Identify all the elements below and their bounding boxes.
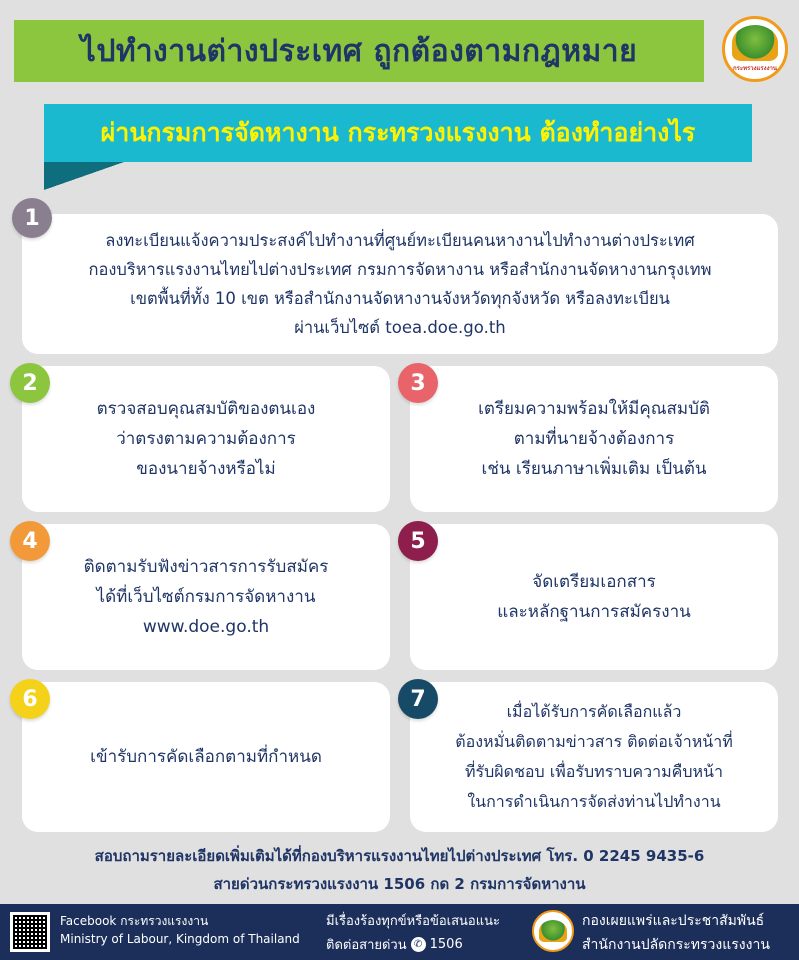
step-card-2 (22, 366, 390, 512)
subtitle-ribbon-tail (44, 162, 124, 190)
title-banner (14, 20, 704, 82)
contact-line-2: สายด่วนกระทรวงแรงงาน 1506 กด 2 กรมการจัดหางาน (213, 875, 586, 893)
step-badge-3 (398, 363, 438, 403)
step-2-line: ว่าตรงตามความต้องการ (116, 429, 296, 449)
step-6-line: เข้ารับการคัดเลือกตามที่กำหนด (90, 747, 322, 767)
step-badge-2 (10, 363, 50, 403)
step-5-line: และหลักฐานการสมัครงาน (497, 602, 691, 622)
step-number: 2 (22, 370, 38, 396)
step-7-line: ที่รับผิดชอบ เพื่อรับทราบความคืบหน้า (465, 762, 723, 781)
qr-code-icon[interactable] (10, 912, 50, 952)
department-name: กองเผยแพร่และประชาสัมพันธ์ (582, 913, 765, 929)
step-7-line: ต้องหมั่นติดตามข่าวสาร ติดต่อเจ้าหน้าที่ (455, 732, 733, 751)
step-number: 4 (22, 528, 38, 554)
step-3-line: ตามที่นายจ้างต้องการ (513, 429, 675, 449)
step-2-line: ของนายจ้างหรือไม่ (136, 459, 276, 479)
step-badge-7 (398, 679, 438, 719)
step-number: 6 (22, 686, 38, 712)
step-card-5 (410, 524, 778, 670)
step-3-text (478, 394, 710, 484)
step-3-line: เช่น เรียนภาษาเพิ่มเติม เป็นต้น (481, 459, 707, 479)
ministry-logo-icon (532, 910, 574, 952)
step-card-3 (410, 366, 778, 512)
facebook-page-name[interactable]: Facebook กระทรวงแรงงาน (60, 914, 209, 928)
ministry-emblem-small-icon (539, 920, 567, 942)
contact-line-1: สอบถามรายละเอียดเพิ่มเติมได้ที่กองบริหารแรงงานไทยไปต่างประเทศ โทร. 0 2245 9435-6 (94, 847, 705, 865)
step-number: 5 (410, 528, 426, 554)
page-title: ไปทำงานต่างประเทศ ถูกต้องตามกฎหมาย (80, 33, 638, 69)
step-1-line: เขตพื้นที่ทั้ง 10 เขต หรือสำนักงานจัดหางานจังหวัดทุกจังหวัด หรือลงทะเบียน (130, 289, 670, 308)
logo-caption: กระทรวงแรงงาน (733, 65, 777, 72)
phone-icon: ✆ (411, 937, 426, 952)
step-6-text (90, 742, 322, 772)
step-number: 3 (410, 370, 426, 396)
hotline-label: ติดต่อสายด่วน (326, 938, 407, 953)
ministry-name-english: Ministry of Labour, Kingdom of Thailand (60, 932, 300, 946)
step-4-text (84, 552, 329, 642)
subtitle-banner (44, 104, 752, 162)
office-name: สำนักงานปลัดกระทรวงแรงงาน (582, 937, 770, 953)
step-4-line: ได้ที่เว็บไซต์กรมการจัดหางาน (96, 587, 316, 607)
hotline-contact[interactable] (326, 934, 463, 955)
step-card-1 (22, 214, 778, 354)
step-card-7 (410, 682, 778, 832)
step-1-line: ผ่านเว็บไซต์ toea.doe.go.th (294, 318, 506, 337)
footer-bar (0, 904, 799, 960)
step-4-line: www.doe.go.th (142, 617, 270, 637)
step-7-line: เมื่อได้รับการคัดเลือกแล้ว (506, 702, 682, 721)
step-1-text (88, 226, 711, 342)
step-4-line: ติดตามรับฟังข่าวสารการรับสมัคร (83, 557, 329, 577)
step-5-line: จัดเตรียมเอกสาร (532, 572, 656, 592)
complaint-text: มีเรื่องร้องทุกข์หรือข้อเสนอแนะ (326, 914, 500, 929)
step-2-line: ตรวจสอบคุณสมบัติของตนเอง (96, 399, 316, 419)
page-subtitle: ผ่านกรมการจัดหางาน กระทรวงแรงงาน ต้องทำอย่างไร (100, 118, 696, 147)
ministry-emblem-icon (732, 25, 778, 61)
step-badge-1 (12, 198, 52, 238)
step-3-line: เตรียมความพร้อมให้มีคุณสมบัติ (478, 399, 710, 419)
step-7-text (455, 697, 733, 817)
step-badge-5 (398, 521, 438, 561)
step-5-text (497, 567, 691, 627)
contact-info (0, 842, 799, 898)
step-card-6 (22, 682, 390, 832)
step-7-line: ในการดำเนินการจัดส่งท่านไปทำงาน (467, 792, 721, 811)
step-number: 7 (410, 686, 426, 712)
step-2-text (97, 394, 316, 484)
hotline-number: 1506 (429, 937, 463, 952)
step-badge-6 (10, 679, 50, 719)
ministry-logo (722, 16, 788, 82)
step-card-4 (22, 524, 390, 670)
step-badge-4 (10, 521, 50, 561)
step-1-line: ลงทะเบียนแจ้งความประสงค์ไปทำงานที่ศูนย์ทะเบียนคนหางานไปทำงานต่างประเทศ (105, 231, 695, 250)
step-1-line: กองบริหารแรงงานไทยไปต่างประเทศ กรมการจัดหางาน หรือสำนักงานจัดหางานกรุงเทพ (88, 260, 712, 279)
step-number: 1 (24, 205, 40, 231)
